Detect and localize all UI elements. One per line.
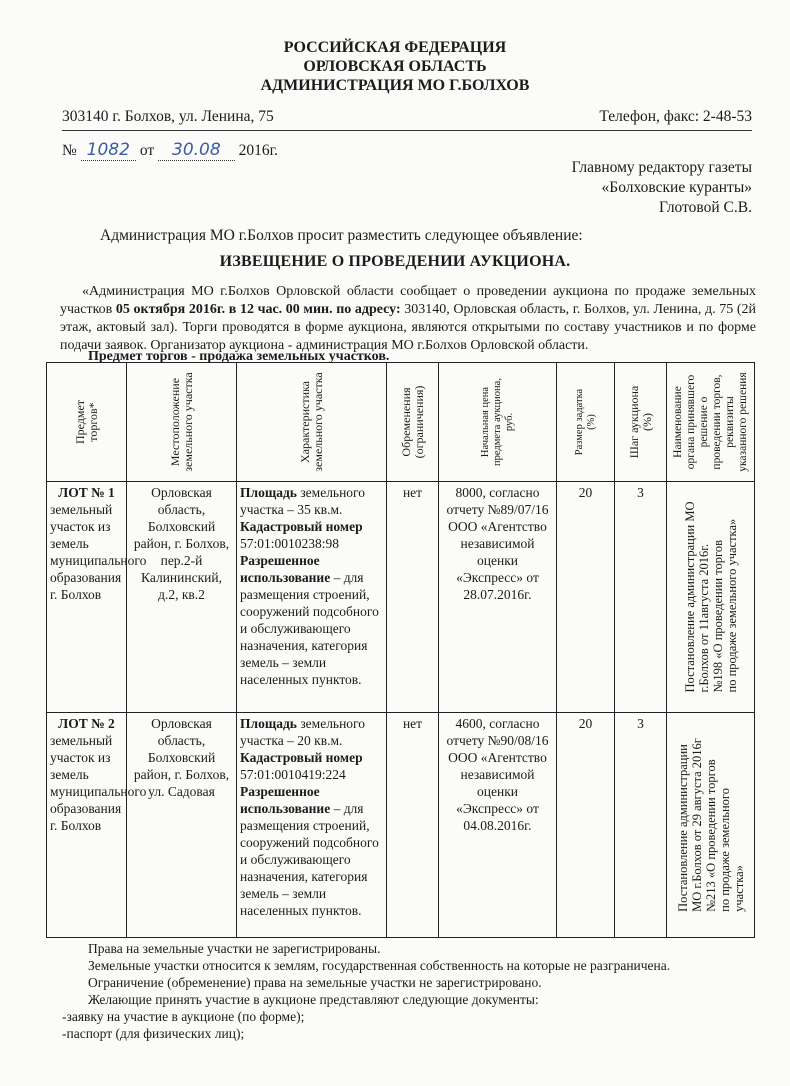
letterhead-country: РОССИЙСКАЯ ФЕДЕРАЦИЯ xyxy=(283,39,507,56)
table-header-row xyxy=(47,363,755,482)
lot2-description: земельный участок из земель муниципального образования г. Болхов xyxy=(50,733,147,833)
header-start-price: Начальная цена предмета аукциона, руб. xyxy=(439,363,557,482)
lot1-encumbrance: нет xyxy=(387,482,439,713)
paragraph-part-1: «Администрация МО г.Болхов Орловской области сообщает о проведении аукциона по продаже земельных участков xyxy=(60,284,756,317)
postal-address: 303140 г. Болхов, ул. Ленина, 75 xyxy=(62,108,274,125)
lot2-encumbrance: нет xyxy=(387,713,439,938)
intro-text: Администрация МО г.Болхов просит разместить следующее объявление: xyxy=(100,227,583,244)
outgoing-number-line xyxy=(62,140,278,161)
lot2-use-label: Разрешенное использование xyxy=(240,784,331,816)
header-encumbrance: Обременения (ограничения) xyxy=(387,363,439,482)
lot1-decision: Постановление администрации МО г.Болхов от 11августа 2016г. №198 «О проведении торгов по продаже земельного участка» xyxy=(667,482,755,713)
handwritten-date: 30.08 xyxy=(158,140,235,161)
letterhead-region: ОРЛОВСКАЯ ОБЛАСТЬ xyxy=(303,58,487,75)
paragraph-part-2: 303140, Орловская область, г. Болхов, ул. Ленина, д. 75 (2й этаж, актовый зал). Торги проводятся в форме аукциона, являются открытыми по составу участников и по форме подачи заявок. Организатор аукциона - администрация МО г.Болхов Орловской области. xyxy=(60,302,756,353)
lot2-decision: Постановление администрации МО г.Болхов от 29 августа 2016г №213 «О проведении торгов по продаже земельного участка» xyxy=(667,713,755,938)
header-decision: Наименование органа принявшего решение о проведении торгов, реквизиты указанного решения xyxy=(667,363,755,482)
lot1-area-label: Площадь xyxy=(240,485,297,500)
recipient-line-3: Глотовой С.В. xyxy=(659,199,752,216)
lot1-step: 3 xyxy=(615,482,667,713)
from-word: от xyxy=(139,142,155,159)
lot1-characteristics xyxy=(237,482,387,713)
notice-paragraph xyxy=(60,283,756,355)
lot2-characteristics xyxy=(237,713,387,938)
phone-fax: Телефон, факс: 2-48-53 xyxy=(599,108,752,125)
year-text: 2016г. xyxy=(238,142,279,159)
lot2-deposit: 20 xyxy=(557,713,615,938)
lot2-cadastral-label: Кадастровый номер xyxy=(240,750,363,765)
auction-subject: Предмет торгов - продажа земельных участков. xyxy=(88,349,390,364)
header-location: Местоположение земельного участка xyxy=(127,363,237,482)
lot2-step: 3 xyxy=(615,713,667,938)
recipient-line-1: Главному редактору газеты xyxy=(571,159,752,176)
lots-table xyxy=(46,362,755,938)
lot1-cadastral-label: Кадастровый номер xyxy=(240,519,363,534)
lot1-title: ЛОТ № 1 xyxy=(58,485,115,500)
notice-title: ИЗВЕЩЕНИЕ О ПРОВЕДЕНИИ АУКЦИОНА. xyxy=(219,253,571,270)
lot1-deposit: 20 xyxy=(557,482,615,713)
header-subject: Предмет торгов* xyxy=(47,363,127,482)
lot2-area: земельного участка – 20 кв.м. xyxy=(240,716,366,748)
address-divider xyxy=(62,130,752,131)
lot1-subject xyxy=(47,482,147,713)
handwritten-number: 1082 xyxy=(81,140,136,161)
lot1-use: – для размещения строений, сооружений подсобного и обслуживающего назначения, категория земель – земли населенных пунктов. xyxy=(240,570,379,687)
number-sign: № xyxy=(62,142,77,159)
lot2-subject xyxy=(47,713,147,938)
lot1-location: Орловская область, Болховский район, г. Болхов, пер.2-й Калининский, д.2, кв.2 xyxy=(127,482,237,713)
lot1-price: 8000, согласно отчету №89/07/16 ООО «Агентство независимой оценки «Экспресс» от 28.07.2016г. xyxy=(439,482,557,713)
letterhead xyxy=(0,38,790,95)
lot2-cadastral-number: 57:01:0010419:224 xyxy=(240,767,346,782)
footer-line-1: Права на земельные участки не зарегистрированы. xyxy=(88,941,381,956)
recipient-block xyxy=(572,158,752,218)
paragraph-date-bold: 05 октября 2016г. в 12 час. 00 мин. по адресу: xyxy=(115,302,401,317)
lot2-title: ЛОТ № 2 xyxy=(58,716,115,731)
table-row xyxy=(47,482,755,713)
footer-line-3: Ограничение (обременение) права на земельные участки не зарегистрировано. xyxy=(88,975,542,990)
footer-line-5: -заявку на участие в аукционе (по форме); xyxy=(62,1009,305,1024)
lot1-area: земельного участка – 35 кв.м. xyxy=(240,485,366,517)
footer-line-6: -паспорт (для физических лиц); xyxy=(62,1026,245,1041)
recipient-line-2: «Болховские куранты» xyxy=(601,179,752,196)
lot1-use-label: Разрешенное использование xyxy=(240,553,331,585)
footer-line-2: Земельные участки относится к землям, государственная собственность на которые не разграничена. xyxy=(88,958,671,973)
lot2-price: 4600, согласно отчету №90/08/16 ООО «Агентство независимой оценки «Экспресс» от 04.08.2016г. xyxy=(439,713,557,938)
header-characteristics: Характеристика земельного участка xyxy=(237,363,387,482)
header-step: Шаг аукциона (%) xyxy=(615,363,667,482)
footer-line-4: Желающие принять участие в аукционе представляют следующие документы: xyxy=(88,992,539,1007)
letterhead-administration: АДМИНИСТРАЦИЯ МО Г.БОЛХОВ xyxy=(260,77,530,94)
footer-notes xyxy=(62,940,671,1042)
table-row xyxy=(47,713,755,938)
lot2-use: – для размещения строений, сооружений подсобного и обслуживающего назначения, категория земель – земли населенных пунктов. xyxy=(240,801,379,918)
lot1-cadastral-number: 57:01:0010238:98 xyxy=(240,536,340,551)
lot2-area-label: Площадь xyxy=(240,716,297,731)
lot1-description: земельный участок из земель муниципального образования г. Болхов xyxy=(50,502,147,602)
lot2-location: Орловская область, Болховский район, г. Болхов, ул. Садовая xyxy=(127,713,237,938)
header-deposit: Размер задатка (%) xyxy=(557,363,615,482)
